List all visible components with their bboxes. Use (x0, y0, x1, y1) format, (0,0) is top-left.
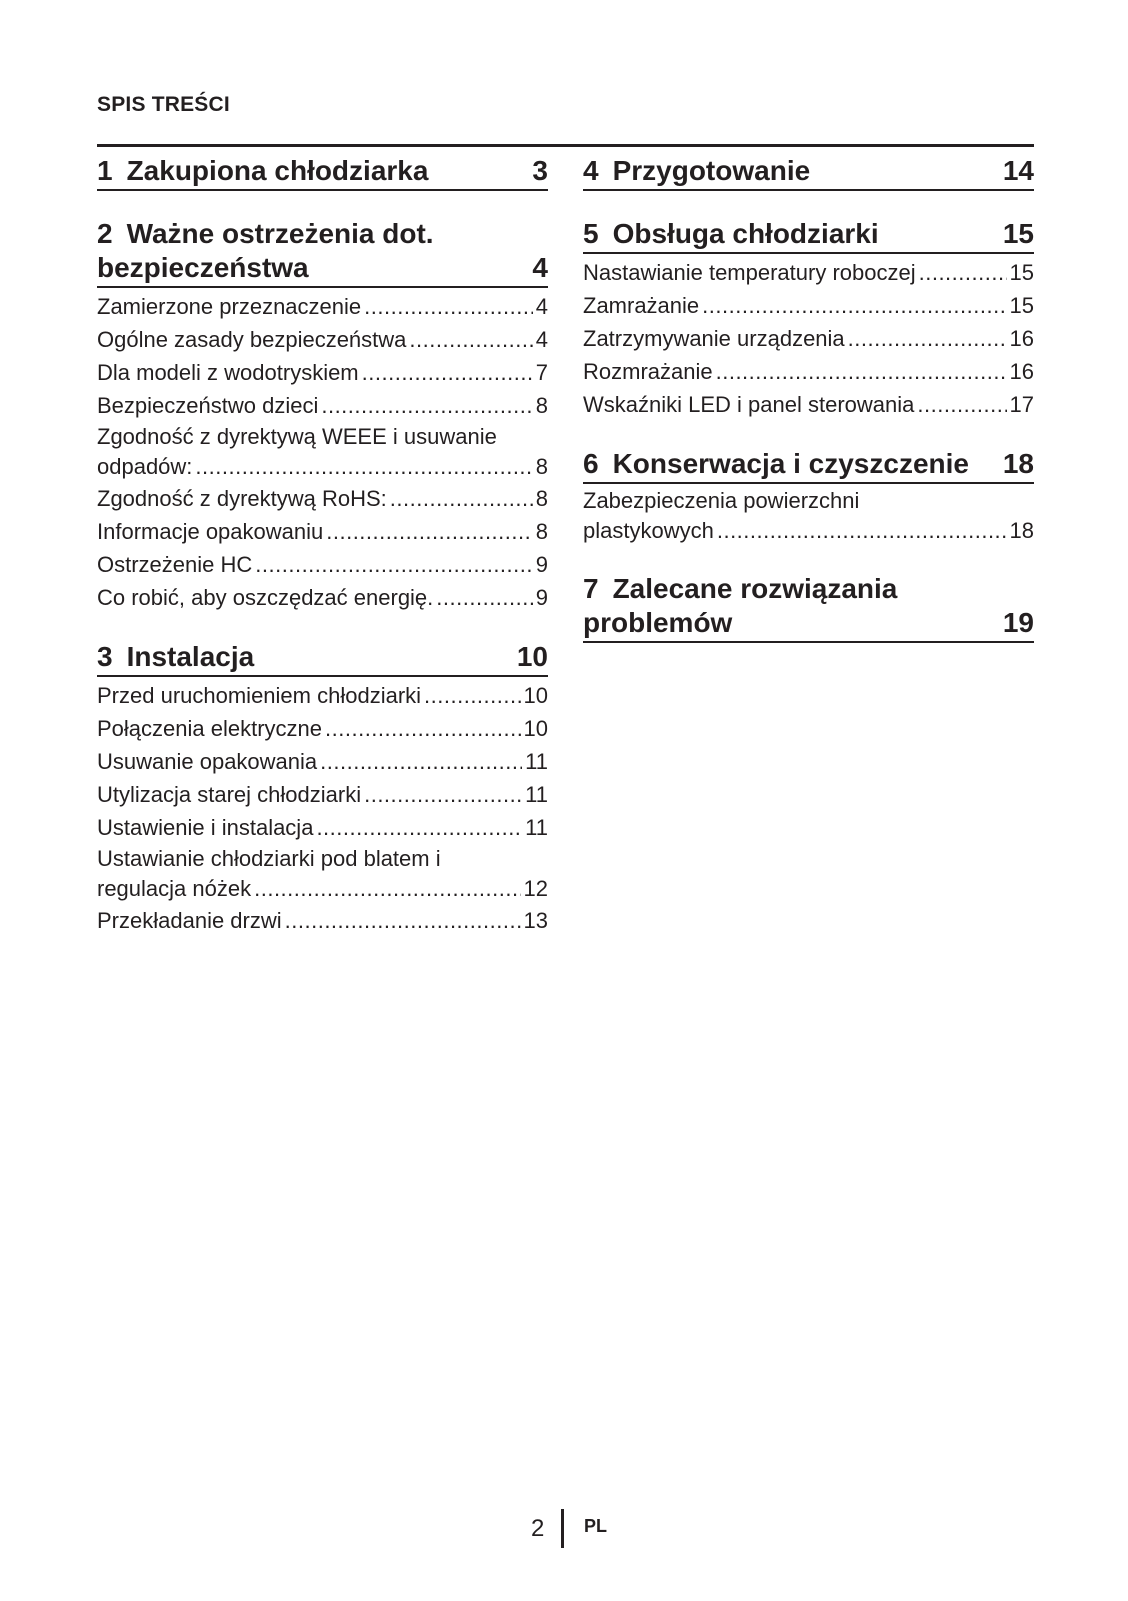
chapter-number: 3 (97, 641, 113, 672)
toc-entry-list (583, 254, 1034, 421)
toc-entry-page: 18 (1009, 518, 1034, 543)
toc-entry-page: 4 (535, 327, 548, 352)
toc-entry-label: Usuwanie opakowania (97, 749, 318, 774)
toc-entry-label: Połączenia elektryczne (97, 716, 323, 741)
dot-leader (364, 778, 522, 811)
top-divider (97, 144, 1034, 147)
toc-entry-row (97, 452, 548, 482)
toc-chapter (97, 150, 548, 191)
toc-entry[interactable] (97, 904, 548, 937)
toc-entry[interactable] (583, 355, 1034, 388)
toc-entry-page: 15 (1009, 260, 1034, 285)
toc-entry-page: 9 (535, 585, 548, 610)
chapter-title: Zalecane rozwiązania (612, 573, 898, 604)
chapter-number: 2 (97, 218, 113, 249)
toc-left-column (97, 150, 548, 959)
toc-entry-page: 11 (525, 749, 548, 774)
chapter-number: 4 (583, 155, 599, 186)
toc-entry-list (97, 288, 548, 614)
dot-leader (919, 256, 1007, 289)
toc-entry-label-line1: Ustawianie chłodziarki pod blatem i (97, 846, 441, 871)
toc-chapter (583, 213, 1034, 421)
chapter-page-number: 4 (532, 252, 548, 283)
chapter-heading[interactable] (583, 150, 1034, 191)
dot-leader (409, 323, 532, 356)
toc-entry-page: 16 (1009, 359, 1034, 384)
toc-entry-page: 15 (1009, 293, 1034, 318)
toc-entry-page: 8 (535, 454, 548, 479)
dot-leader (195, 452, 532, 482)
chapter-title: Konserwacja i czyszczenie (612, 448, 969, 479)
chapter-title: Przygotowanie (612, 155, 811, 186)
dot-leader (325, 712, 521, 745)
chapter-title-line (583, 572, 1034, 606)
dot-leader (320, 745, 522, 778)
chapter-heading[interactable] (583, 568, 1034, 643)
toc-entry-label: Zamierzone przeznaczenie (97, 294, 362, 319)
toc-entry-label: Co robić, aby oszczędzać energię. (97, 585, 434, 610)
toc-entry-page: 4 (535, 294, 548, 319)
toc-entry-label: Przekładanie drzwi (97, 908, 282, 933)
chapter-heading[interactable] (97, 213, 548, 288)
toc-entry[interactable] (583, 388, 1034, 421)
toc-entry-label: Dla modeli z wodotryskiem (97, 360, 359, 385)
toc-entry-label: Przed uruchomieniem chłodziarki (97, 683, 422, 708)
toc-entry-label: Zamrażanie (583, 293, 700, 318)
toc-entry-label: Ostrzeżenie HC (97, 552, 253, 577)
toc-entry-page: 10 (523, 683, 548, 708)
dot-leader (390, 482, 533, 515)
toc-entry[interactable] (97, 679, 548, 712)
dot-leader (255, 548, 532, 581)
chapter-heading[interactable] (583, 443, 1034, 484)
toc-heading: SPIS TREŚCI (97, 93, 230, 116)
toc-chapter (583, 150, 1034, 191)
toc-entry-page: 7 (535, 360, 548, 385)
toc-entry[interactable] (97, 712, 548, 745)
toc-entry-label: regulacja nóżek (97, 876, 252, 901)
dot-leader (321, 389, 532, 422)
toc-entry-page: 11 (525, 815, 548, 840)
toc-entry-label: odpadów: (97, 454, 193, 479)
chapter-title: Zakupiona chłodziarka (126, 155, 429, 186)
toc-chapter (97, 636, 548, 937)
toc-entry[interactable] (97, 844, 548, 904)
toc-entry[interactable] (97, 290, 548, 323)
chapter-title: Ważne ostrzeżenia dot. (126, 218, 434, 249)
dot-leader (254, 874, 520, 904)
dot-leader (316, 811, 522, 844)
toc-entry[interactable] (97, 389, 548, 422)
chapter-number: 7 (583, 573, 599, 604)
chapter-page-number: 3 (532, 155, 548, 186)
chapter-title: Instalacja (126, 641, 255, 672)
toc-entry-page: 11 (525, 782, 548, 807)
toc-entry-page: 10 (523, 716, 548, 741)
toc-entry[interactable] (97, 422, 548, 482)
toc-entry[interactable] (583, 289, 1034, 322)
toc-entry-label: Utylizacja starej chłodziarki (97, 782, 362, 807)
toc-entry-label: Zatrzymywanie urządzenia (583, 326, 845, 351)
footer-divider (561, 1509, 564, 1548)
chapter-page-number: 10 (516, 641, 548, 672)
toc-entry-label: Ogólne zasady bezpieczeństwa (97, 327, 407, 352)
toc-entry[interactable] (97, 745, 548, 778)
chapter-page-number: 14 (1002, 155, 1034, 186)
chapter-page-number: 19 (1002, 607, 1034, 638)
toc-entry[interactable] (583, 486, 1034, 546)
toc-entry[interactable] (583, 322, 1034, 355)
toc-entry-label: Zgodność z dyrektywą RoHS: (97, 486, 387, 511)
chapter-title: Obsługa chłodziarki (612, 218, 879, 249)
language-code: PL (584, 1516, 608, 1536)
chapter-title-line2: bezpieczeństwa (97, 252, 309, 283)
dot-leader (362, 356, 533, 389)
chapter-page-number: 15 (1002, 218, 1034, 249)
chapter-title-line2: problemów (583, 607, 733, 638)
toc-entry-label: Rozmrażanie (583, 359, 713, 384)
toc-entry-label: Ustawienie i instalacja (97, 815, 314, 840)
toc-entry[interactable] (97, 482, 548, 515)
toc-entry-label: Wskaźniki LED i panel sterowania (583, 392, 915, 417)
toc-entry-page: 9 (535, 552, 548, 577)
toc-entry-page: 8 (535, 486, 548, 511)
toc-chapter (583, 568, 1034, 643)
toc-entry[interactable] (97, 323, 548, 356)
dot-leader (285, 904, 521, 937)
dot-leader (917, 388, 1006, 421)
toc-chapter (583, 443, 1034, 546)
dot-leader (717, 516, 1007, 546)
toc-entry[interactable] (97, 356, 548, 389)
dot-leader (424, 679, 520, 712)
chapter-page-number: 18 (1002, 448, 1034, 479)
chapter-number: 6 (583, 448, 599, 479)
toc-entry-page: 13 (523, 908, 548, 933)
dot-leader (702, 289, 1006, 322)
toc-entry-list (583, 484, 1034, 546)
toc-entry[interactable] (97, 581, 548, 614)
dot-leader (716, 355, 1007, 388)
toc-entry[interactable] (97, 811, 548, 844)
toc-entry-label: Informacje opakowaniu (97, 519, 324, 544)
toc-entry-page: 12 (523, 876, 548, 901)
toc-entry[interactable] (97, 515, 548, 548)
toc-entry-page: 8 (535, 393, 548, 418)
toc-entry[interactable] (583, 256, 1034, 289)
dot-leader (436, 581, 532, 614)
toc-entry-row (583, 516, 1034, 546)
chapter-heading[interactable] (97, 150, 548, 191)
toc-entry-label-line1: Zabezpieczenia powierzchni (583, 488, 860, 513)
chapter-heading[interactable] (97, 636, 548, 677)
dot-leader (326, 515, 533, 548)
dot-leader (848, 322, 1007, 355)
toc-entry[interactable] (97, 548, 548, 581)
toc-chapter (97, 213, 548, 614)
toc-entry-label: Bezpieczeństwo dzieci (97, 393, 319, 418)
toc-entry-label-line1: Zgodność z dyrektywą WEEE i usuwanie (97, 424, 497, 449)
toc-entry-page: 8 (535, 519, 548, 544)
toc-entry-row (97, 874, 548, 904)
toc-entry-page: 17 (1009, 392, 1034, 417)
toc-entry-list (97, 677, 548, 937)
toc-entry[interactable] (97, 778, 548, 811)
chapter-number: 1 (97, 155, 113, 186)
page-number: 2 (531, 1515, 545, 1542)
chapter-heading[interactable] (583, 213, 1034, 254)
chapter-number: 5 (583, 218, 599, 249)
chapter-title-line (97, 217, 548, 251)
toc-entry-label: plastykowych (583, 518, 714, 543)
toc-entry-label: Nastawianie temperatury roboczej (583, 260, 916, 285)
dot-leader (364, 290, 533, 323)
toc-right-column (583, 150, 1034, 665)
toc-entry-page: 16 (1009, 326, 1034, 351)
